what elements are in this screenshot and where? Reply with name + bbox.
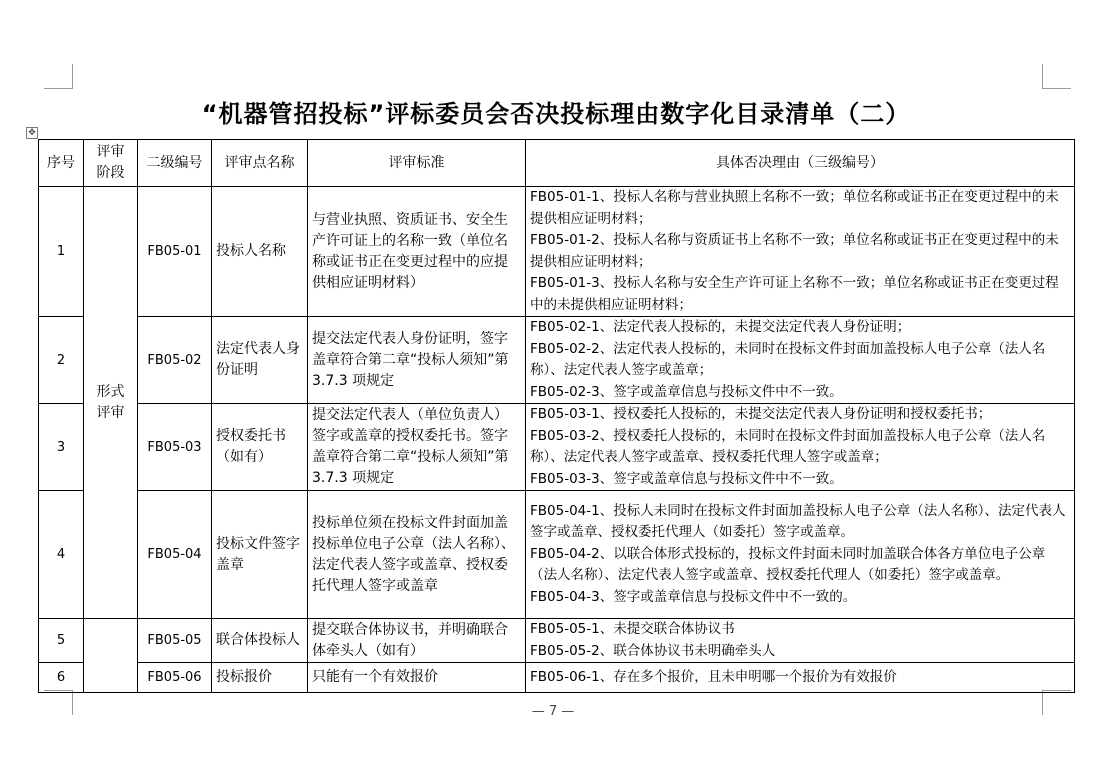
row-standard: 与营业执照、资质证书、安全生产许可证上的名称一致（单位名称或证书正在变更过程中的应提供相应证明材料）	[308, 187, 526, 317]
stage-cell-empty	[84, 619, 138, 693]
row-no: 4	[39, 491, 84, 619]
reason-item: FB05-04-1、投标人未同时在投标文件封面加盖投标人电子公章（法人名称）、法定代表人签字或盖章、授权委托代理人（如委托）签字或盖章。	[530, 502, 1066, 541]
row-code: FB05-02	[138, 317, 212, 404]
table-move-handle-icon[interactable]: ✥	[26, 127, 38, 139]
row-no: 1	[39, 187, 84, 317]
row-standard: 投标单位须在投标文件封面加盖投标单位电子公章（法人名称）、法定代表人签字或盖章、授权委托代理人签字或盖章	[308, 491, 526, 619]
row-name: 投标文件签字盖章	[212, 491, 308, 619]
header-standard: 评审标准	[308, 140, 526, 187]
row-standard: 提交法定代表人身份证明，签字盖章符合第二章“投标人须知”第 3.7.3 项规定	[308, 317, 526, 404]
row-no: 3	[39, 404, 84, 491]
row-reasons	[526, 491, 1075, 619]
reason-item: FB05-05-2、联合体协议书未明确牵头人	[530, 642, 776, 659]
row-code: FB05-03	[138, 404, 212, 491]
reason-item: FB05-01-1、投标人名称与营业执照上名称不一致；单位名称或证书正在变更过程中的未提供相应证明材料；	[530, 189, 1059, 227]
row-no: 5	[39, 619, 84, 663]
reason-item: FB05-03-3、签字或盖章信息与投标文件中不一致。	[530, 470, 843, 487]
document-title: “机器管招投标”评标委员会否决投标理由数字化目录清单（二）	[201, 100, 911, 128]
table-row	[39, 404, 1075, 491]
row-standard: 提交法定代表人（单位负责人）签字或盖章的授权委托书。签字盖章符合第二章“投标人须知”第 3.7.3 项规定	[308, 404, 526, 491]
row-code: FB05-04	[138, 491, 212, 619]
page-number: — 7 —	[531, 704, 575, 719]
row-reasons	[526, 619, 1075, 663]
reason-item: FB05-05-1、未提交联合体协议书	[530, 621, 735, 637]
crop-mark-top-left	[44, 64, 73, 89]
row-name: 投标人名称	[212, 187, 308, 317]
stage-cell: 形式评审	[84, 187, 138, 619]
table-row	[39, 317, 1075, 404]
row-name: 投标报价	[212, 663, 308, 693]
reason-item: FB05-06-1、存在多个报价，且未申明哪一个报价为有效报价	[530, 668, 897, 685]
rejection-reasons-table	[38, 139, 1075, 693]
reason-item: FB05-04-2、以联合体形式投标的，投标文件封面未同时加盖联合体各方单位电子公章（法人名称）、法定代表人签字或盖章、授权委托代理人（如委托）签字或盖章。	[530, 545, 1046, 584]
reason-item: FB05-03-1、授权委托人投标的，未提交法定代表人身份证明和授权委托书；	[530, 406, 992, 422]
row-code: FB05-06	[138, 663, 212, 693]
reason-item: FB05-04-3、签字或盖章信息与投标文件中不一致的。	[530, 588, 857, 605]
row-reasons	[526, 663, 1075, 693]
header-name: 评审点名称	[212, 140, 308, 187]
reason-item: FB05-03-2、授权委托人投标的，未同时在投标文件封面加盖投标人电子公章（法人名称）、法定代表人签字或盖章、授权委托代理人签字或盖章；	[530, 427, 1046, 465]
header-reasons: 具体否决理由（三级编号）	[526, 140, 1075, 187]
table-row	[39, 663, 1075, 693]
row-reasons	[526, 187, 1075, 317]
row-name: 法定代表人身份证明	[212, 317, 308, 404]
row-code: FB05-01	[138, 187, 212, 317]
row-name: 联合体投标人	[212, 619, 308, 663]
header-no: 序号	[39, 140, 84, 187]
header-stage: 评审阶段	[84, 140, 138, 187]
header-code: 二级编号	[138, 140, 212, 187]
row-name: 授权委托书（如有）	[212, 404, 308, 491]
reason-item: FB05-02-1、法定代表人投标的，未提交法定代表人身份证明；	[530, 319, 911, 335]
row-standard: 只能有一个有效报价	[308, 663, 526, 693]
table-row	[39, 619, 1075, 663]
row-standard: 提交联合体协议书，并明确联合体牵头人（如有）	[308, 619, 526, 663]
table-row	[39, 187, 1075, 317]
crop-mark-top-right	[1042, 64, 1071, 89]
reason-item: FB05-01-2、投标人名称与资质证书上名称不一致；单位名称或证书正在变更过程中的未提供相应证明材料；	[530, 232, 1059, 270]
row-reasons	[526, 317, 1075, 404]
reason-item: FB05-01-3、投标人名称与安全生产许可证上名称不一致；单位名称或证书正在变更过程中的未提供相应证明材料；	[530, 275, 1059, 313]
row-no: 6	[39, 663, 84, 693]
reason-item: FB05-02-3、签字或盖章信息与投标文件中不一致。	[530, 383, 843, 400]
reason-item: FB05-02-2、法定代表人投标的，未同时在投标文件封面加盖投标人电子公章（法人名称）、法定代表人签字或盖章；	[530, 340, 1046, 378]
row-no: 2	[39, 317, 84, 404]
table-header-row	[39, 140, 1075, 187]
row-code: FB05-05	[138, 619, 212, 663]
table-row	[39, 491, 1075, 619]
row-reasons	[526, 404, 1075, 491]
